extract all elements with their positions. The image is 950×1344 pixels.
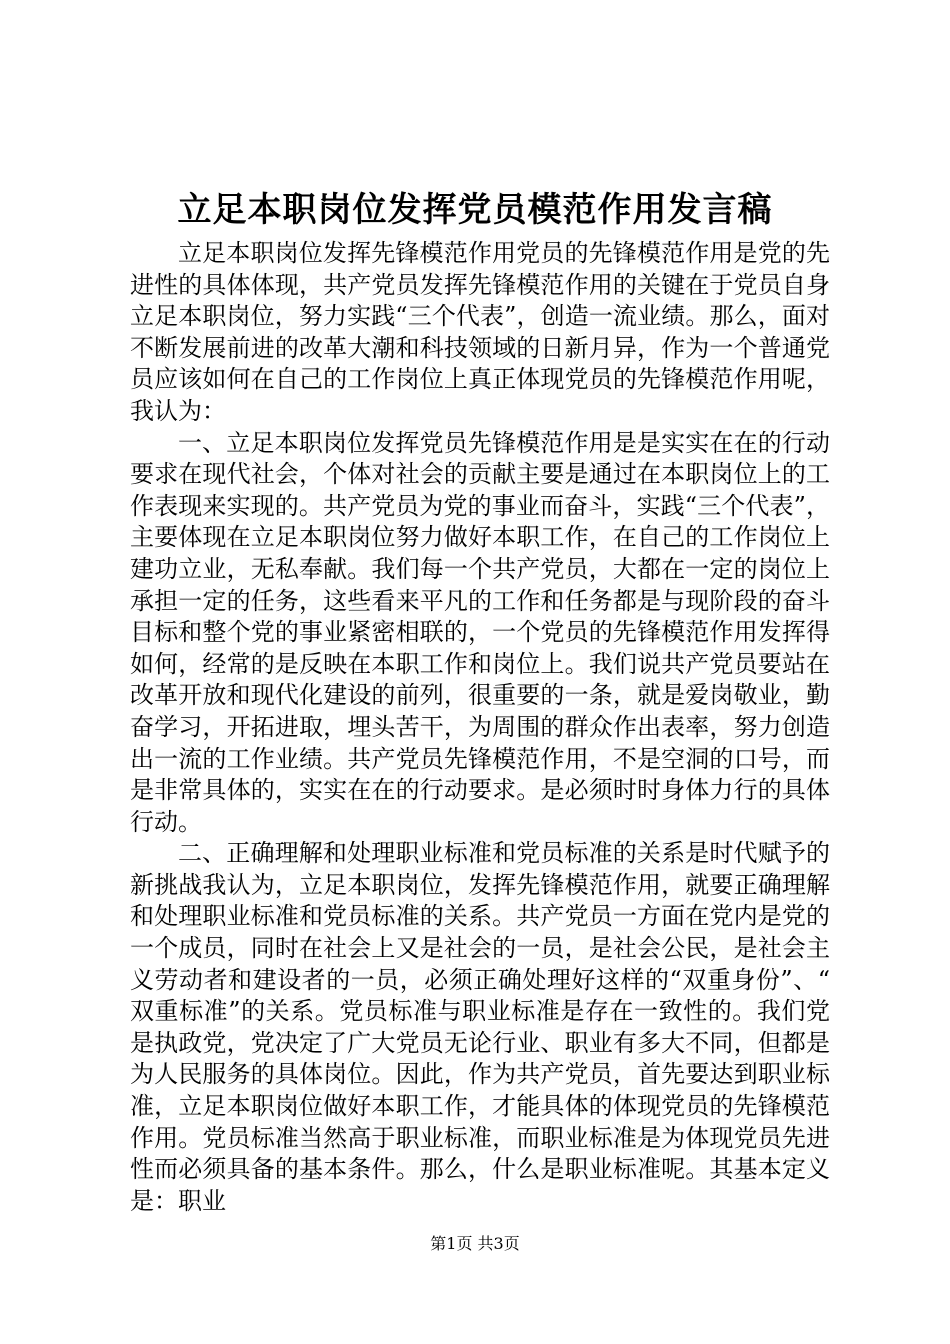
paragraph-section-one: 一、立足本职岗位发挥党员先锋模范作用是是实实在在的行动要求在现代社会，个体对社会的贡献主要是通过在本职岗位上的工作表现来实现的。共产党员为党的事业而奋斗，实践“三个代表”，主要体现在立足本职岗位努力做好本职工作，在自己的工作岗位上建功立业，无私奉献。我们每一个共产党员，大都在一定的岗位上承担一定的任务，这些看来平凡的工作和任务都是与现阶段的奋斗目标和整个党的事业紧密相联的，一个党员的先锋模范作用发挥得如何，经常的是反映在本职工作和岗位上。我们说共产党员要站在改革开放和现代化建设的前列，很重要的一条，就是爱岗敬业，勤奋学习，开拓进取，埋头苦干，为周围的群众作出表率，努力创造出一流的工作业绩。共产党员先锋模范作用，不是空洞的口号，而是非常具体的，实实在在的行动要求。是必须时时身体力行的具体行动。: [130, 428, 830, 836]
document-title: 立足本职岗位发挥党员模范作用发言稿: [177, 190, 773, 230]
paragraph-intro: 立足本职岗位发挥先锋模范作用党员的先锋模范作用是党的先进性的具体体现，共产党员发挥先锋模范作用的关键在于党员自身立足本职岗位，努力实践“三个代表”，创造一流业绩。那么，面对不断发展前进的改革大潮和科技领域的日新月异，作为一个普通党员应该如何在自己的工作岗位上真正体现党员的先锋模范作用呢，我认为：: [130, 239, 830, 425]
document-body: [130, 238, 830, 1217]
page-number-footer: 第1页 共3页: [430, 1234, 520, 1253]
paragraph-section-two: 二、正确理解和处理职业标准和党员标准的关系是时代赋予的新挑战我认为，立足本职岗位，发挥先锋模范作用，就要正确理解和处理职业标准和党员标准的关系。共产党员一方面在党内是党的一个成员，同时在社会上又是社会的一员，是社会公民，是社会主义劳动者和建设者的一员，必须正确处理好这样的“双重身份”、“双重标准”的关系。党员标准与职业标准是存在一致性的。我们党是执政党，党决定了广大党员无论行业、职业有多大不同，但都是为人民服务的具体岗位。因此，作为共产党员，首先要达到职业标准，立足本职岗位做好本职工作，才能具体的体现党员的先锋模范作用。党员标准当然高于职业标准，而职业标准是为体现党员先进性而必须具备的基本条件。那么，什么是职业标准呢。其基本定义是：职业: [130, 839, 830, 1215]
